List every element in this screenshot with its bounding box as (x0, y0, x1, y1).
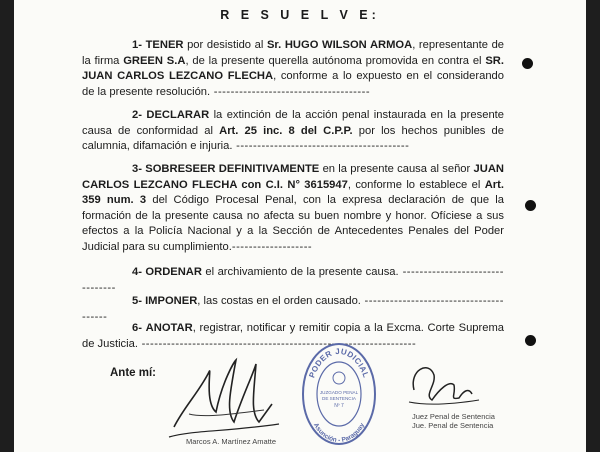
p1-text-3: , de la presente querella autónoma promovida en contra el (185, 54, 486, 67)
p6-verb: ANOTAR (145, 322, 193, 334)
judge-caption (412, 412, 495, 430)
court-seal (299, 338, 379, 446)
scan-edge-right (586, 0, 600, 452)
p5-verb: IMPONER (145, 295, 198, 307)
seal-inner-line-3: Nº 7 (334, 403, 344, 409)
p3-text-2: , conforme lo establece el (347, 178, 485, 191)
p2-verb: DECLARAR (146, 109, 210, 121)
p2-text-1: la extinción de la acción penal instaurada en la presente causa de conformidad al (82, 109, 504, 137)
p4-number: 4- (132, 266, 142, 278)
p3-text-3: del Código Procesal Penal, con la expresa declaración de que la formación de la presente causa no afecta su buen nombre y honor. Ofíciese a sus efectos a la Policía Nacional y a la Sección de Antecedentes Penales del Poder Judicial para su cumplimiento. (82, 194, 505, 253)
p1-verb: TENER (145, 39, 184, 51)
judge-caption-line-2: Jue. Penal de Sentencia (412, 421, 494, 430)
p1-text-2: , representante de la firma (82, 39, 505, 67)
svg-text:Asunción - Paraguay (312, 422, 366, 444)
scan-edge-left (0, 0, 14, 452)
p4-verb: ORDENAR (145, 266, 202, 278)
p1-text-1: por desistido al (183, 39, 267, 51)
judge-caption-line-1: Juez Penal de Sentencia (412, 412, 495, 421)
resolution-heading: R E S U E L V E: (220, 8, 380, 22)
p5-number: 5- (132, 295, 142, 307)
paragraph-3 (82, 162, 504, 256)
svg-text:PODER JUDICIAL (307, 347, 370, 379)
p1-name-2: SR. JUAN CARLOS LEZCANO FLECHA (82, 54, 504, 83)
seal-inner-line-2: DE SENTENCIA (322, 396, 356, 401)
paragraph-4 (82, 265, 504, 296)
paragraph-1 (82, 38, 504, 100)
p4-dashes: -------------------------------- (82, 266, 504, 294)
paragraph-2 (82, 108, 504, 155)
judge-signature (394, 350, 494, 420)
secretary-signature (164, 352, 284, 442)
ante-mi-label: Ante mí: (110, 367, 156, 379)
p6-number: 6- (132, 322, 142, 334)
seal-inner-line-1: JUZGADO PENAL (319, 390, 359, 395)
p2-number: 2- (132, 109, 142, 121)
p1-dashes: ------------------------------------- (210, 85, 371, 98)
punch-hole-top (522, 58, 533, 69)
document-page (14, 0, 586, 452)
p6-text-1: , registrar, notificar y remitir copia a la Excma. Corte Suprema de Justicia. (82, 322, 504, 350)
seal-bottom-text: Asunción - Paraguay (311, 421, 367, 445)
p2-article: Art. 25 inc. 8 del C.P.P. (219, 124, 353, 137)
p1-firm: GREEN S.A (123, 54, 186, 67)
p2-dashes: ----------------------------------------- (232, 140, 410, 153)
p3-dashes: ------------------- (231, 240, 313, 253)
p3-verb: SOBRESEER DEFINITIVAMENTE (145, 163, 320, 175)
p1-number: 1- (132, 39, 142, 51)
p1-name: Sr. HUGO WILSON ARMOA (266, 39, 413, 51)
paragraph-6 (82, 321, 504, 352)
p6-dashes: ----------------------------------------------------------------- (137, 337, 417, 350)
p3-text-1: en la presente causa al señor (319, 163, 474, 175)
p2-text-2: por los hechos punibles de calumnia, difamación e injuria. (82, 124, 504, 153)
p3-name: JUAN CARLOS LEZCANO FLECHA con C.I. N° 3615947 (82, 163, 505, 191)
p5-dashes: --------------------------------------- (82, 295, 504, 323)
seal-outer-text: PODER JUDICIAL (307, 346, 371, 380)
p1-text-4: , conforme a lo expuesto en el considerando de la presente resolución. (82, 70, 504, 98)
p3-article: Art. 359 num. 3 (82, 178, 504, 207)
p5-text-1: , las costas en el orden causado. (197, 295, 361, 307)
p3-number: 3- (132, 163, 142, 175)
punch-hole-middle (525, 200, 536, 211)
secretary-caption: Marcos A. Martínez Amatte (186, 437, 277, 446)
p4-text-1: el archivamiento de la presente causa. (201, 266, 399, 278)
punch-hole-bottom (525, 335, 536, 346)
